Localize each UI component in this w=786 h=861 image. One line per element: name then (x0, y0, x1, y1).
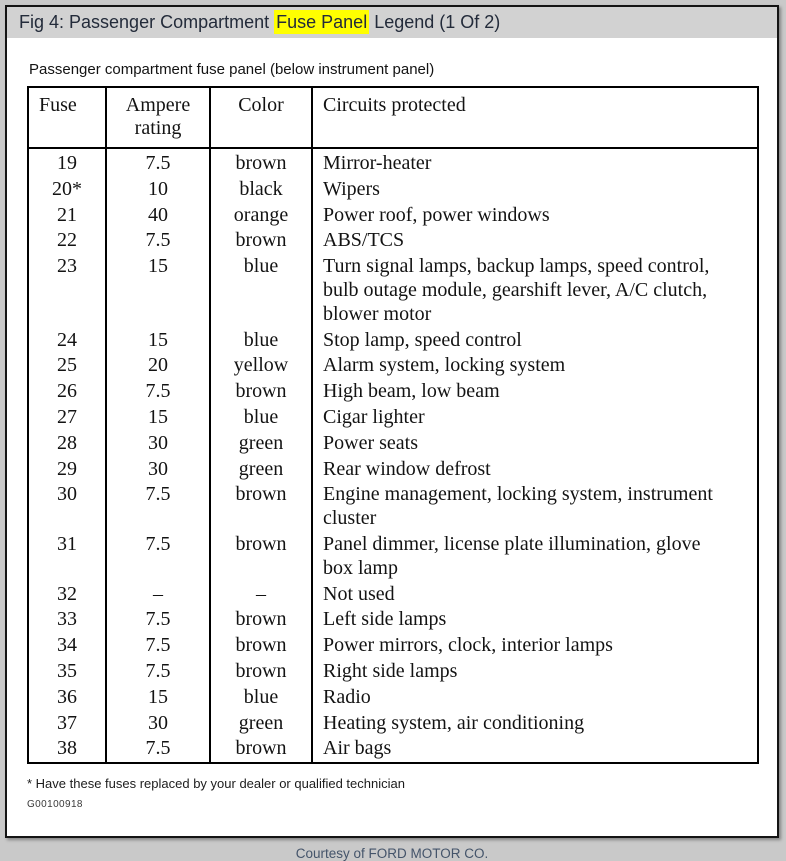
cell-ampere: 7.5 (106, 482, 210, 532)
cell-ampere: 7.5 (106, 659, 210, 685)
cell-color: black (210, 177, 312, 203)
cell-fuse: 36 (57, 685, 77, 708)
figure-title-post: Legend (1 Of 2) (374, 12, 501, 32)
table-row (28, 353, 758, 379)
cell-fuse: 30 (57, 483, 77, 506)
figure-title-pre: Fig 4: Passenger Compartment (19, 12, 270, 32)
cell-fuse: 23 (57, 255, 77, 278)
cell-circuits: Engine management, locking system, instrument cluster (312, 482, 758, 532)
cell-fuse: 21 (57, 203, 77, 226)
table-row (28, 203, 758, 229)
cell-ampere: 40 (106, 203, 210, 229)
cell-ampere: 30 (106, 457, 210, 483)
cell-ampere: 7.5 (106, 228, 210, 254)
cell-circuits: Power roof, power windows (312, 203, 758, 229)
cell-ampere: 20 (106, 353, 210, 379)
table-row (28, 607, 758, 633)
table-row (28, 379, 758, 405)
cell-color: orange (210, 203, 312, 229)
table-row (28, 711, 758, 737)
cell-ampere: – (106, 582, 210, 608)
cell-fuse: 34 (57, 634, 77, 657)
header-fuse: Fuse (28, 87, 106, 148)
fuse-table-header (28, 87, 758, 148)
table-row (28, 457, 758, 483)
cell-color: brown (210, 633, 312, 659)
cell-ampere: 7.5 (106, 532, 210, 582)
document-page (5, 5, 779, 861)
cell-circuits: Power seats (312, 431, 758, 457)
cell-circuits: Not used (312, 582, 758, 608)
cell-fuse: 20* (52, 177, 82, 200)
cell-circuits: Stop lamp, speed control (312, 328, 758, 354)
cell-fuse: 35 (57, 659, 77, 682)
cell-fuse: 29 (57, 457, 77, 480)
table-row (28, 177, 758, 203)
figure-title-bar (7, 7, 777, 38)
table-caption: Passenger compartment fuse panel (below instrument panel) (29, 61, 435, 78)
cell-fuse: 33 (57, 608, 77, 631)
table-row (28, 254, 758, 327)
cell-color: green (210, 457, 312, 483)
cell-color: brown (210, 607, 312, 633)
cell-circuits: Turn signal lamps, backup lamps, speed control, bulb outage module, gearshift lever, A/C clutch, blower motor (312, 254, 758, 327)
cell-ampere: 10 (106, 177, 210, 203)
cell-color: blue (210, 405, 312, 431)
cell-circuits: Mirror-heater (312, 148, 758, 177)
cell-fuse: 24 (57, 328, 77, 351)
cell-ampere: 15 (106, 328, 210, 354)
cell-ampere: 7.5 (106, 148, 210, 177)
table-row (28, 328, 758, 354)
cell-ampere: 15 (106, 254, 210, 327)
cell-color: – (210, 582, 312, 608)
cell-circuits: ABS/TCS (312, 228, 758, 254)
figure-id: G00100918 (27, 799, 83, 811)
cell-color: brown (210, 659, 312, 685)
cell-color: brown (210, 148, 312, 177)
table-row (28, 148, 758, 177)
table-row (28, 659, 758, 685)
cell-circuits: Alarm system, locking system (312, 353, 758, 379)
cell-color: blue (210, 254, 312, 327)
cell-circuits: Left side lamps (312, 607, 758, 633)
table-row (28, 582, 758, 608)
cell-color: blue (210, 685, 312, 711)
cell-circuits: Cigar lighter (312, 405, 758, 431)
cell-color: green (210, 431, 312, 457)
table-row (28, 431, 758, 457)
cell-circuits: Right side lamps (312, 659, 758, 685)
table-row (28, 482, 758, 532)
search-highlight: Fuse Panel (276, 12, 368, 32)
table-row (28, 736, 758, 763)
cell-color: green (210, 711, 312, 737)
cell-color: brown (210, 532, 312, 582)
cell-ampere: 15 (106, 405, 210, 431)
cell-ampere: 7.5 (106, 736, 210, 763)
header-color: Color (210, 87, 312, 148)
asterisk-footnote: * Have these fuses replaced by your dealer or qualified technician (27, 776, 405, 792)
cell-color: yellow (210, 353, 312, 379)
cell-circuits: Radio (312, 685, 758, 711)
table-row (28, 228, 758, 254)
cell-ampere: 7.5 (106, 379, 210, 405)
cell-ampere: 30 (106, 711, 210, 737)
cell-ampere: 15 (106, 685, 210, 711)
header-ampere: Ampere rating (106, 87, 210, 148)
cell-fuse: 38 (57, 737, 77, 760)
cell-fuse: 31 (57, 532, 77, 555)
cell-color: blue (210, 328, 312, 354)
header-row (28, 87, 758, 148)
cell-circuits: Rear window defrost (312, 457, 758, 483)
cell-fuse: 37 (57, 711, 77, 734)
cell-ampere: 30 (106, 431, 210, 457)
table-row (28, 633, 758, 659)
table-row (28, 405, 758, 431)
cell-color: brown (210, 736, 312, 763)
table-row (28, 532, 758, 582)
cell-color: brown (210, 482, 312, 532)
header-circuits: Circuits protected (312, 87, 758, 148)
cell-color: brown (210, 379, 312, 405)
cell-circuits: High beam, low beam (312, 379, 758, 405)
fuse-table-body (28, 148, 758, 763)
cell-fuse: 19 (57, 152, 77, 174)
cell-fuse: 22 (57, 229, 77, 252)
cell-fuse: 25 (57, 354, 77, 377)
cell-ampere: 7.5 (106, 607, 210, 633)
fuse-panel-table (27, 86, 759, 764)
cell-fuse: 28 (57, 431, 77, 454)
cell-circuits: Air bags (312, 736, 758, 763)
cell-fuse: 32 (57, 582, 77, 605)
cell-circuits: Power mirrors, clock, interior lamps (312, 633, 758, 659)
cell-circuits: Heating system, air conditioning (312, 711, 758, 737)
cell-circuits: Panel dimmer, license plate illumination, glove box lamp (312, 532, 758, 582)
cell-fuse: 26 (57, 380, 77, 403)
cell-fuse: 27 (57, 405, 77, 428)
table-row (28, 685, 758, 711)
cell-circuits: Wipers (312, 177, 758, 203)
cell-color: brown (210, 228, 312, 254)
cell-ampere: 7.5 (106, 633, 210, 659)
courtesy-line: Courtesy of FORD MOTOR CO. (295, 846, 489, 861)
